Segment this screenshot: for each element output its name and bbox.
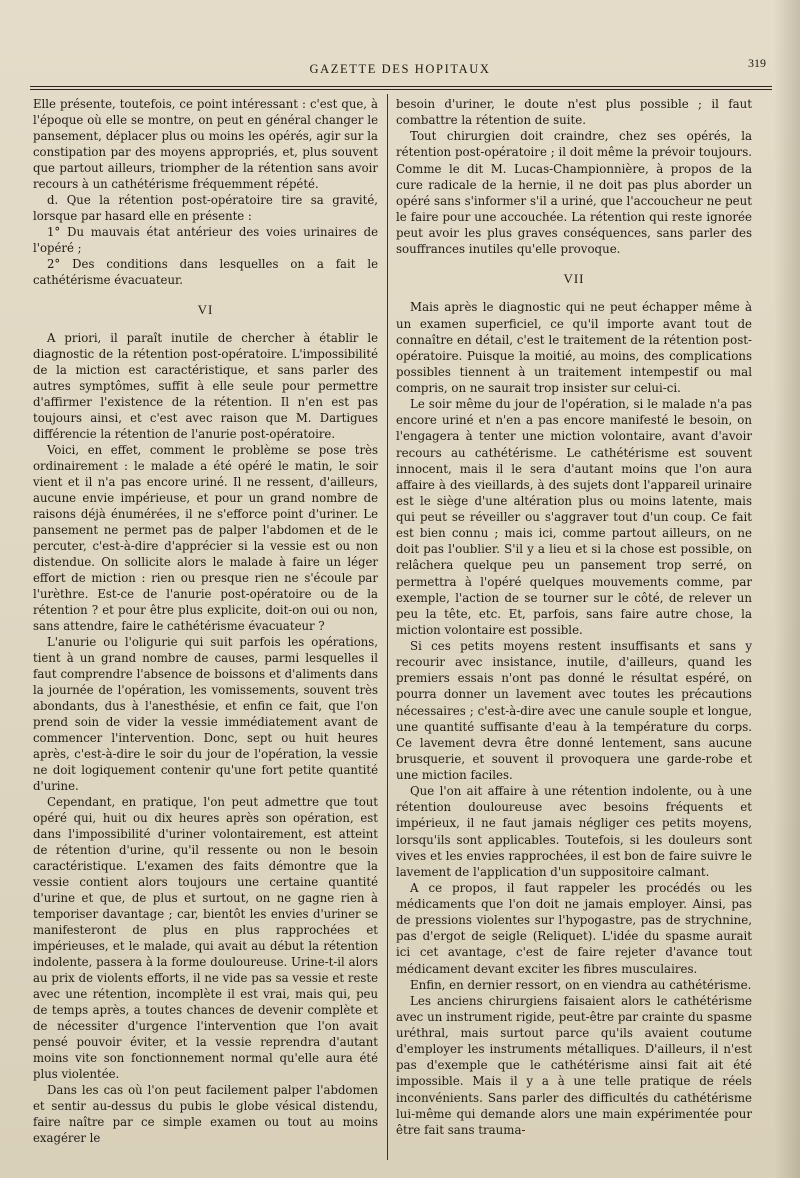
paragraph: L'anurie ou l'oligurie qui suit parfois les opérations, tient à un grand nombre de causes, parmi lesquelles il faut comprendre l'absence de boissons et d'aliments dans la journée de l'opération, les vomissements, souvent très abondants, dus à l'anesthésie, et enfin ce fait, que l'on prend soin de vider la vessie immédiatement avant de commencer l'intervention. Donc, sept ou huit heures après, c'est-à-dire le soir du jour de l'opération, la vessie ne doit logiquement contenir qu'une fort petite quantité d'urine.: [33, 635, 378, 793]
paragraph: Si ces petits moyens restent insuffisants et sans y recourir avec insistance, inutile, d'ailleurs, quand les premiers essais n'ont pas donné le résultat espéré, on pourra donner un lavement avec toutes les précautions nécessaires ; c'est-à-dire avec une canule souple et longue, une quantité suffisante d'eau à la température du corps. Ce lavement devra être donné lentement, sans aucune brusquerie, et souvent il provoquera une garde-robe et une miction faciles.: [396, 639, 752, 782]
paragraph: Cependant, en pratique, l'on peut admettre que tout opéré qui, huit ou dix heures après son opération, est dans l'impossibilité d'uriner volontairement, est atteint de rétention d'urine, qu'il ressente ou non le besoin caractéristique. L'examen des faits démontre que la vessie contient alors toujours une certaine quantité d'urine et que, de plus et surtout, on ne gagne rien à temporiser davantage ; car, bientôt les envies d'uriner se manifesteront de plus en plus rapprochées et impérieuses, et le malade, qui avait au début la rétention indolente, passera à la forme douloureuse. Urine-t-il alors au prix de violents efforts, il ne vide pas sa vessie et reste avec une rétention, incomplète il est vrai, mais qui, peu de temps après, a toutes chances de devenir complète et de nécessiter d'urgence l'intervention que l'on avait pensé pouvoir éviter, et la vessie reprendra d'autant moins vite son fonctionnement normal qu'elle aura été plus violentée.: [33, 795, 378, 1081]
paragraph: besoin d'uriner, le doute n'est plus possible ; il faut combattre la rétention de suite.: [396, 97, 752, 128]
paragraph: Mais après le diagnostic qui ne peut échapper même à un examen superficiel, ce qu'il importe avant tout de connaître en détail, c'est le traitement de la rétention post-opératoire. Puisque la moitié, au moins, des complications possibles tiennent à un traitement intempestif ou mal compris, on ne saurait trop insister sur celui-ci.: [396, 300, 752, 395]
header-rule-top: [30, 86, 772, 87]
paragraph: Dans les cas où l'on peut facilement palper l'abdomen et sentir au-dessus du pubis le globe vésical distendu, faire naître par ce simple examen ou tout au moins exagérer le: [33, 1083, 378, 1145]
paragraph: A priori, il paraît inutile de chercher à établir le diagnostic de la rétention post-opératoire. L'impossibilité de la miction est caractéristique, et sans parler des autres symptômes, suffit à elle seule pour permettre d'affirmer l'existence de la rétention. Il n'en est pas toujours ainsi, et c'est avec raison que M. Dartigues différencie la rétention de l'anurie post-opératoire.: [33, 331, 378, 441]
paragraph: Elle présente, toutefois, ce point intéressant : c'est que, à l'époque où elle se montre, on peut en général changer le pansement, déplacer plus ou moins les opérés, agir sur la constipation par des moyens appropriés, et, plus souvent que partout ailleurs, triompher de la rétention sans avoir recours à un cathétérisme fréquemment répété.: [33, 97, 378, 191]
paragraph: 2° Des conditions dans lesquelles on a fait le cathétérisme évacuateur.: [33, 257, 378, 287]
paragraph: Les anciens chirurgiens faisaient alors le cathétérisme avec un instrument rigide, peut-être par crainte du spasme uréthral, mais surtout parce qu'ils avaient coutume d'employer les instruments métalliques. D'ailleurs, il n'est pas d'exemple que le cathétérisme ainsi fait ait été impossible. Mais il y a à une telle pratique de réels inconvénients. Sans parler des difficultés du cathétérisme lui-même qui demande alors une main expérimentée pour être fait sans trauma-: [396, 993, 752, 1137]
paragraph: A ce propos, il faut rappeler les procédés ou les médicaments que l'on doit ne jamais employer. Ainsi, pas de pressions violentes sur l'hypogastre, pas de strychnine, pas d'ergot de seigle (Reliquet). L'idée du spasme aurait ici cet avantage, c'est de faire rejeter d'avance tout médicament devant exciter les fibres musculaires.: [396, 880, 752, 976]
paragraph: Voici, en effet, comment le problème se pose très ordinairement : le malade a été opéré le matin, le soir vient et il n'a pas encore uriné. Il ne ressent, d'ailleurs, aucune envie impérieuse, et pour un grand nombre de raisons déjà énumérées, il ne s'efforce point d'uriner. Le pansement ne permet pas de palper l'abdomen et de le percuter, c'est-à-dire d'apprécier si la vessie est ou non distendue. On sollicite alors le malade à faire un léger effort de miction : rien ou presque rien ne s'écoule par l'urèthre. Est-ce de l'anurie post-opératoire ou de la rétention ? et pour être plus explicite, doit-on oui ou non, sans attendre, faire le cathétérisme évacuateur ?: [33, 443, 378, 633]
paragraph: Que l'on ait affaire à une rétention indolente, ou à une rétention douloureuse avec besoins fréquents et impérieux, il ne faut jamais négliger ces petits moyens, lorsqu'ils sont applicables. Toutefois, si les douleurs sont vives et les envies rapprochées, il est bon de faire suivre le lavement de l'application d'un suppositoire calmant.: [396, 784, 752, 879]
paragraph: Tout chirurgien doit craindre, chez ses opérés, la rétention post-opératoire ; il doit même la prévoir toujours. Comme le dit M. Lucas-Championnière, à propos de la cure radicale de la hernie, il ne doit pas plus aborder un opéré sans s'informer s'il a uriné, que l'accoucheur ne peut le faire pour une accouchée. La rétention qui reste ignorée peut avoir les plus graves conséquences, sans parler des souffrances inutiles qu'elle provoque.: [396, 129, 752, 257]
paragraph: Enfin, en dernier ressort, on en viendra au cathétérisme.: [410, 977, 752, 992]
running-title: GAZETTE DES HOPITAUX: [309, 62, 491, 76]
section-heading-vii: VII: [563, 271, 585, 287]
paragraph: d. Que la rétention post-opératoire tire sa gravité, lorsque par hasard elle en présente :: [33, 193, 378, 223]
column-divider: [387, 94, 388, 1160]
page-number: 319: [748, 56, 766, 70]
page-header: [30, 56, 770, 82]
paragraph: 1° Du mauvais état antérieur des voies urinaires de l'opéré ;: [33, 225, 378, 255]
right-column: [396, 96, 752, 1138]
page-edge-shadow: [774, 0, 800, 1178]
section-heading-vi: VI: [197, 302, 214, 317]
paragraph: Le soir même du jour de l'opération, si le malade n'a pas encore uriné et n'en a pas encore manifesté le besoin, on l'engagera à tenter une miction volontaire, avant d'avoir recours au cathétérisme. Le cathétérisme est souvent innocent, mais il le sera d'autant moins que l'on aura affaire à des vieillards, à des sujets dont l'appareil urinaire est le siège d'une altération plus ou moins latente, mais qui peut se réveiller ou s'aggraver tout d'un coup. Ce fait est bien connu ; mais ici, comme partout ailleurs, on ne doit pas l'oublier. S'il y a lieu et si la chose est possible, on relâchera quelque peu un pansement trop serré, on permettra à l'opéré quelques mouvements comme, par exemple, l'action de se tourner sur le côté, de relever un peu la tête, etc. Et, parfois, sans faire autre chose, la miction volontaire est possible.: [396, 397, 752, 637]
left-column: [33, 96, 378, 1146]
header-rule-bottom: [30, 89, 772, 90]
